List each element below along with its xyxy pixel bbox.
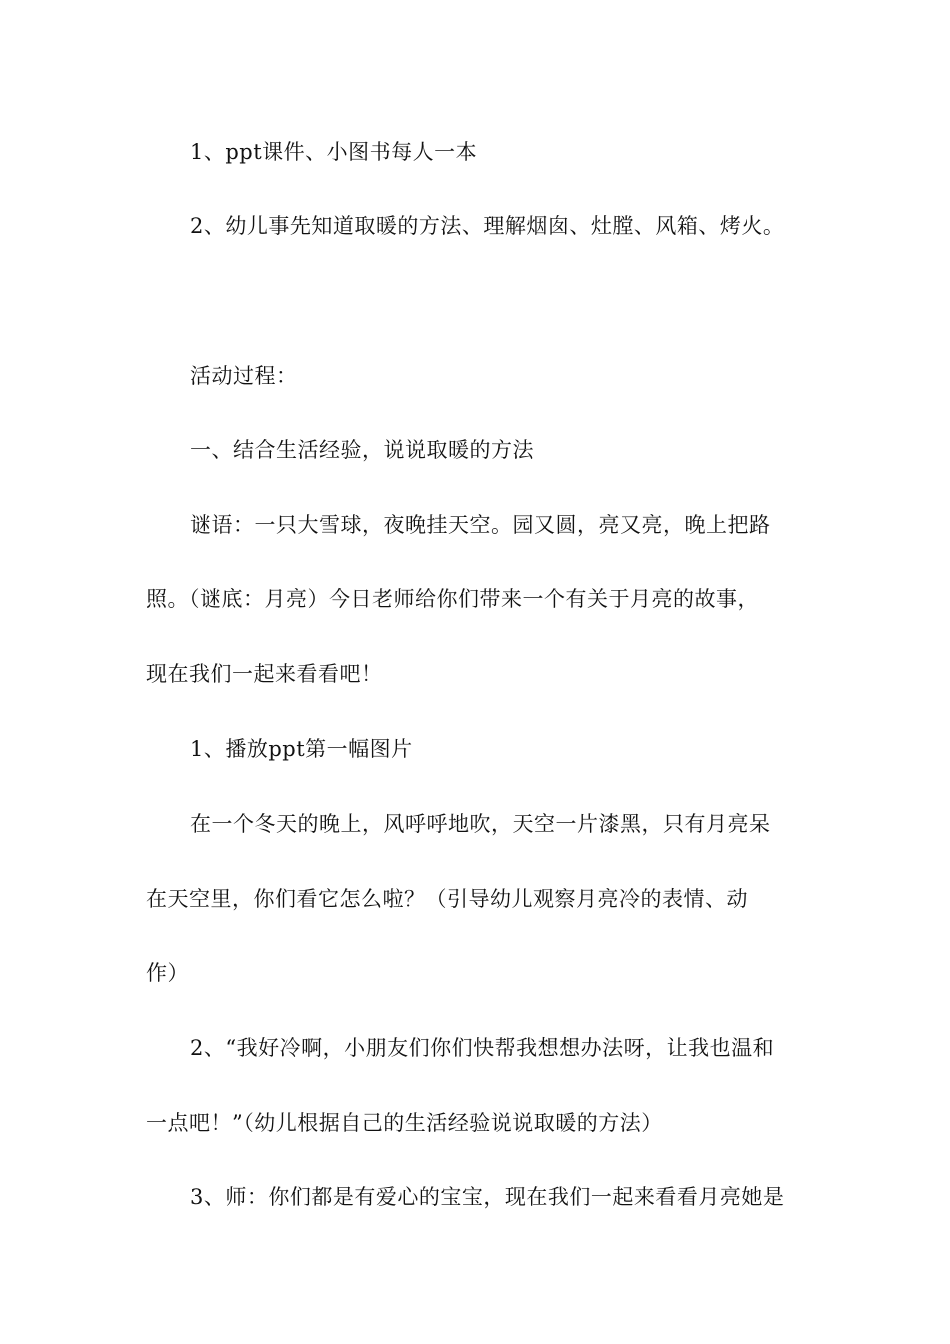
step-heading-1: 一、结合生活经验，说说取暖的方法	[190, 438, 534, 462]
paragraph-story-line-1: 在一个冬天的晚上，风呼呼地吹，天空一片漆黑，只有月亮呆	[190, 812, 771, 836]
material-item-1: 1、ppt课件、小图书每人一本	[190, 140, 478, 164]
sub-step-2-line-2: 一点吧！”（幼儿根据自己的生活经验说说取暖的方法）	[146, 1111, 663, 1135]
section-heading-activity-process: 活动过程：	[190, 364, 298, 388]
paragraph-story-line-2: 在天空里，你们看它怎么啦？（引导幼儿观察月亮冷的表情、动	[146, 887, 748, 911]
sub-step-2-line-1: 2、“我好冷啊，小朋友们你们快帮我想想办法呀，让我也温和	[190, 1036, 775, 1060]
paragraph-riddle-line-1: 谜语：一只大雪球，夜晚挂天空。园又圆，亮又亮，晚上把路	[190, 513, 771, 537]
paragraph-story-line-3: 作）	[146, 961, 189, 985]
material-item-2: 2、幼儿事先知道取暖的方法、理解烟囱、灶膛、风箱、烤火。	[190, 214, 785, 238]
sub-step-1: 1、播放ppt第一幅图片	[190, 737, 413, 761]
sub-step-3-line-1: 3、师：你们都是有爱心的宝宝，现在我们一起来看看月亮她是	[190, 1185, 785, 1209]
paragraph-riddle-line-2: 照。（谜底：月亮）今日老师给你们带来一个有关于月亮的故事，	[146, 587, 759, 611]
paragraph-riddle-line-3: 现在我们一起来看看吧！	[146, 662, 383, 686]
